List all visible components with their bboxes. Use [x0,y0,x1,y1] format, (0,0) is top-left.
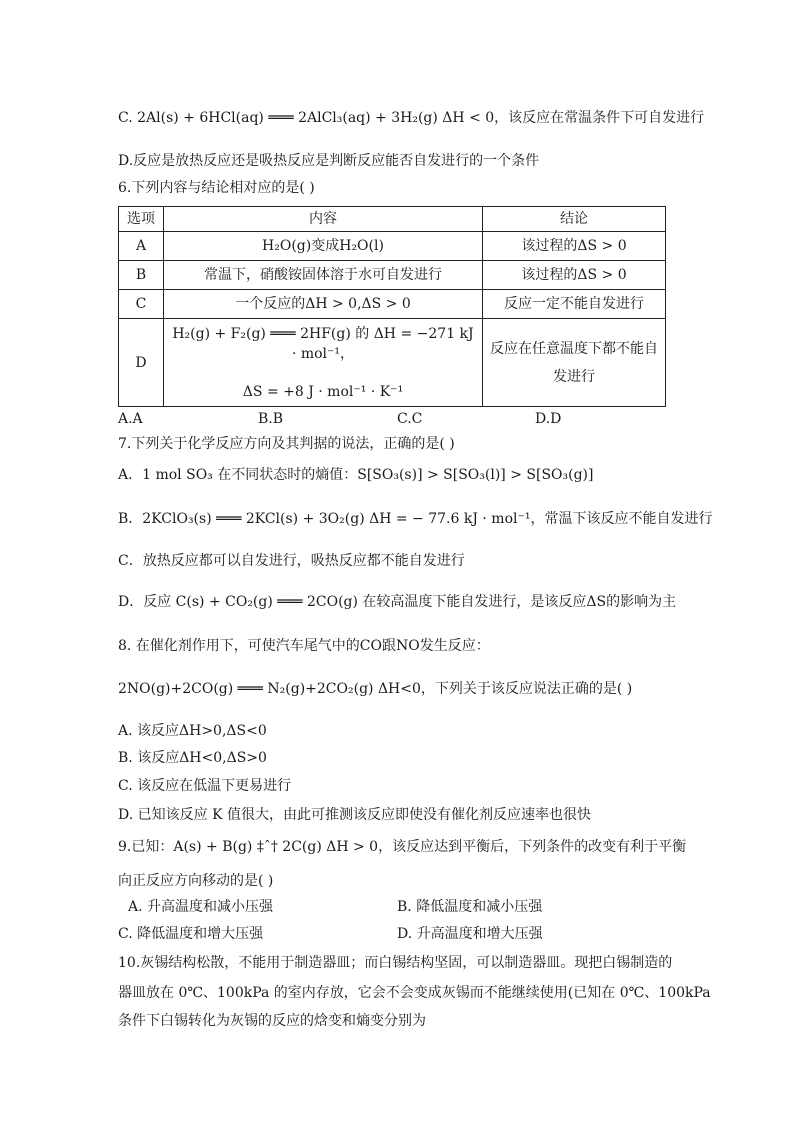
row-option: A [119,232,164,261]
q8-equation: 2NO(g)+2CO(g) ═══ N₂(g)+2CO₂(g) ΔH<0，下列关于该反应说法正确的是( ) [118,681,633,697]
row-conclusion-line1: 反应在任意温度下都不能自 [490,340,658,357]
row-content: 常温下，硝酸铵固体溶于水可自发进行 [164,261,483,290]
q8-option-c: C. 该反应在低温下更易进行 [118,778,292,794]
table-row [119,261,666,290]
row-content [164,319,483,407]
q6-stem: 6.下列内容与结论相对应的是( ) [118,180,315,196]
table-row [119,232,666,261]
q8-option-d: D. 已知该反应 K 值很大，由此可推测该反应即使没有催化剂反应速率也很快 [118,807,591,823]
q8-option-a: A. 该反应ΔH>0,ΔS<0 [118,723,267,739]
row-option: C [119,290,164,319]
q9-option-b: B. 降低温度和减小压强 [397,899,543,915]
row-conclusion: 该过程的ΔS > 0 [483,261,666,290]
row-conclusion [483,319,666,407]
row-content-line1: H₂(g) + F₂(g) ═══ 2HF(g) 的 ΔH = −271 kJ · mol⁻¹， [172,325,474,362]
q9-option-d: D. 升高温度和增大压强 [397,926,543,942]
q7-option-a: A．1 mol SO₃ 在不同状态时的熵值：S[SO₃(s)] > S[SO₃(l)] > S[SO₃(g)] [118,467,594,483]
q6-option-c: C.C [397,411,423,427]
q7-option-c: C．放热反应都可以自发进行，吸热反应都不能自发进行 [118,553,465,569]
table-header-row [119,207,666,232]
q6-option-b: B.B [258,411,284,427]
row-conclusion-line2: 发进行 [553,368,595,385]
q5-option-d: D.反应是放热反应还是吸热反应是判断反应能否自发进行的一个条件 [118,153,540,169]
q9-option-c: C. 降低温度和增大压强 [118,926,264,942]
q7-option-b: B．2KClO₃(s) ═══ 2KCl(s) + 3O₂(g) ΔH = − 77.6 kJ · mol⁻¹，常温下该反应不能自发进行 [118,511,713,527]
q6-option-a: A.A [118,411,143,427]
row-content: H₂O(g)变成H₂O(l) [164,232,483,261]
q10-line2: 器皿放在 0℃、100kPa 的室内存放，它会不会变成灰锡而不能继续使用(已知在 0℃、100kPa [118,985,711,1001]
q9-stem-line2: 向正反应方向移动的是( ) [118,873,274,889]
header-conclusion: 结论 [483,207,666,232]
header-content: 内容 [164,207,483,232]
row-option: B [119,261,164,290]
q5-option-c: C. 2Al(s) + 6HCl(aq) ═══ 2AlCl₃(aq) + 3H₂(g) ΔH < 0，该反应在常温条件下可自发进行 [118,110,705,126]
q8-option-b: B. 该反应ΔH<0,ΔS>0 [118,750,267,766]
table-row [119,319,666,407]
row-content-line2: ΔS = +8 J · mol⁻¹ · K⁻¹ [242,383,404,400]
row-content: 一个反应的ΔH > 0,ΔS > 0 [164,290,483,319]
row-conclusion: 反应一定不能自发进行 [483,290,666,319]
q10-line3: 条件下白锡转化为灰锡的反应的焓变和熵变分别为 [118,1013,426,1029]
q9-stem-line1: 9.已知：A(s) + B(g) ‡ˆ† 2C(g) ΔH > 0，该反应达到平衡后，下列条件的改变有利于平衡 [118,839,687,855]
row-option: D [119,319,164,407]
q9-option-a: A. 升高温度和减小压强 [128,899,274,915]
q7-option-d: D．反应 C(s) + CO₂(g) ═══ 2CO(g) 在较高温度下能自发进行，是该反应ΔS的影响为主 [118,594,677,610]
q6-option-d: D.D [535,411,562,427]
row-conclusion: 该过程的ΔS > 0 [483,232,666,261]
table-row [119,290,666,319]
q10-line1: 10.灰锡结构松散，不能用于制造器皿；而白锡结构坚固，可以制造器皿。现把白锡制造的 [118,955,673,971]
header-option: 选项 [119,207,164,232]
q6-table [118,206,666,407]
q7-stem: 7.下列关于化学反应方向及其判据的说法，正确的是( ) [118,436,455,452]
q8-stem: 8. 在催化剂作用下，可使汽车尾气中的CO跟NO发生反应： [118,638,490,654]
